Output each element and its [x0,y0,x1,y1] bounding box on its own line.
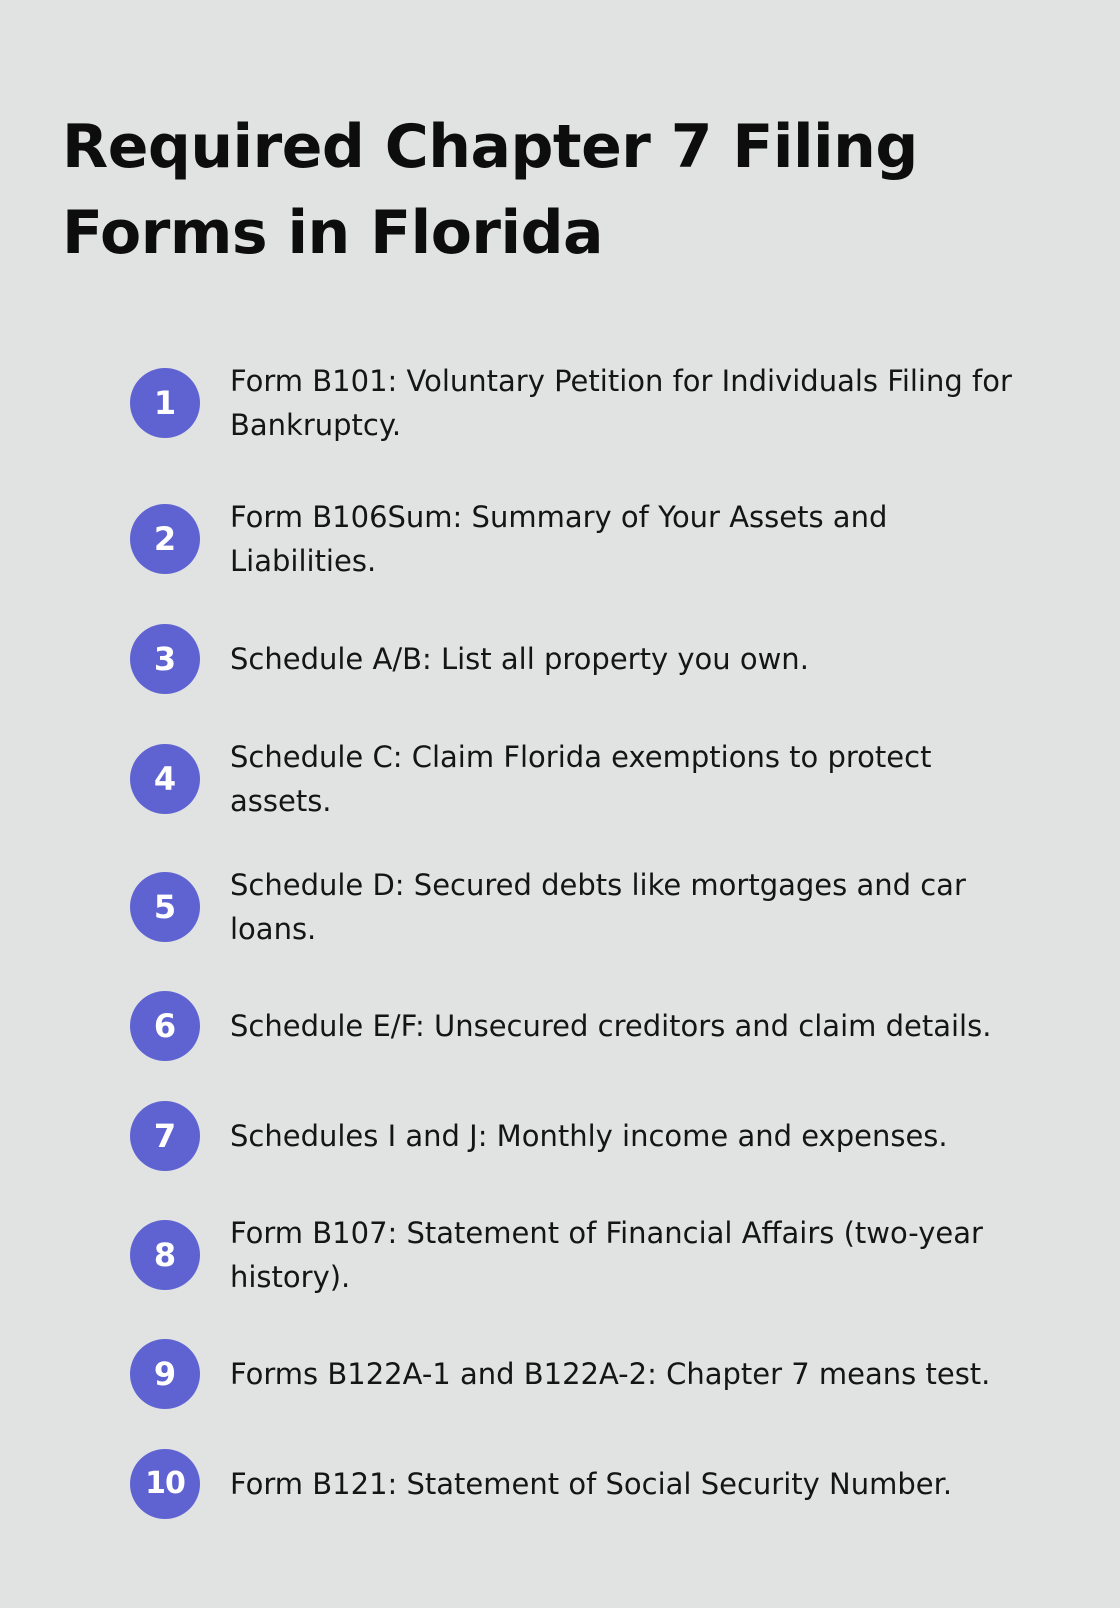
page-title: Required Chapter 7 Filing Forms in Florida [62,112,918,268]
list-item-text: Form B101: Voluntary Petition for Individuals Filing for Bankruptcy. [230,364,1012,442]
step-number-badge: 2 [130,504,200,574]
step-number-badge: 6 [130,991,200,1061]
list-item-text: Schedule A/B: List all property you own. [230,642,809,676]
list-item-text: Form B106Sum: Summary of Your Assets and Liabilities. [230,500,888,578]
step-number-badge: 7 [130,1101,200,1171]
list-item-text: Forms B122A-1 and B122A-2: Chapter 7 means test. [230,1357,991,1391]
step-number-badge: 3 [130,624,200,694]
step-number-badge: 8 [130,1220,200,1290]
step-number-badge: 10 [130,1449,200,1519]
step-number-badge: 4 [130,744,200,814]
list-item-text: Schedule D: Secured debts like mortgages and car loans. [230,868,966,946]
list-item-text: Schedule E/F: Unsecured creditors and claim details. [230,1009,992,1043]
list-item-text: Schedules I and J: Monthly income and expenses. [230,1119,948,1153]
step-number-badge: 9 [130,1339,200,1409]
step-number-badge: 1 [130,368,200,438]
step-number-badge: 5 [130,872,200,942]
list-item-text: Form B121: Statement of Social Security Number. [230,1467,953,1501]
list-item-text: Schedule C: Claim Florida exemptions to protect assets. [230,740,932,818]
list-item-text: Form B107: Statement of Financial Affairs (two-year history). [230,1216,983,1294]
